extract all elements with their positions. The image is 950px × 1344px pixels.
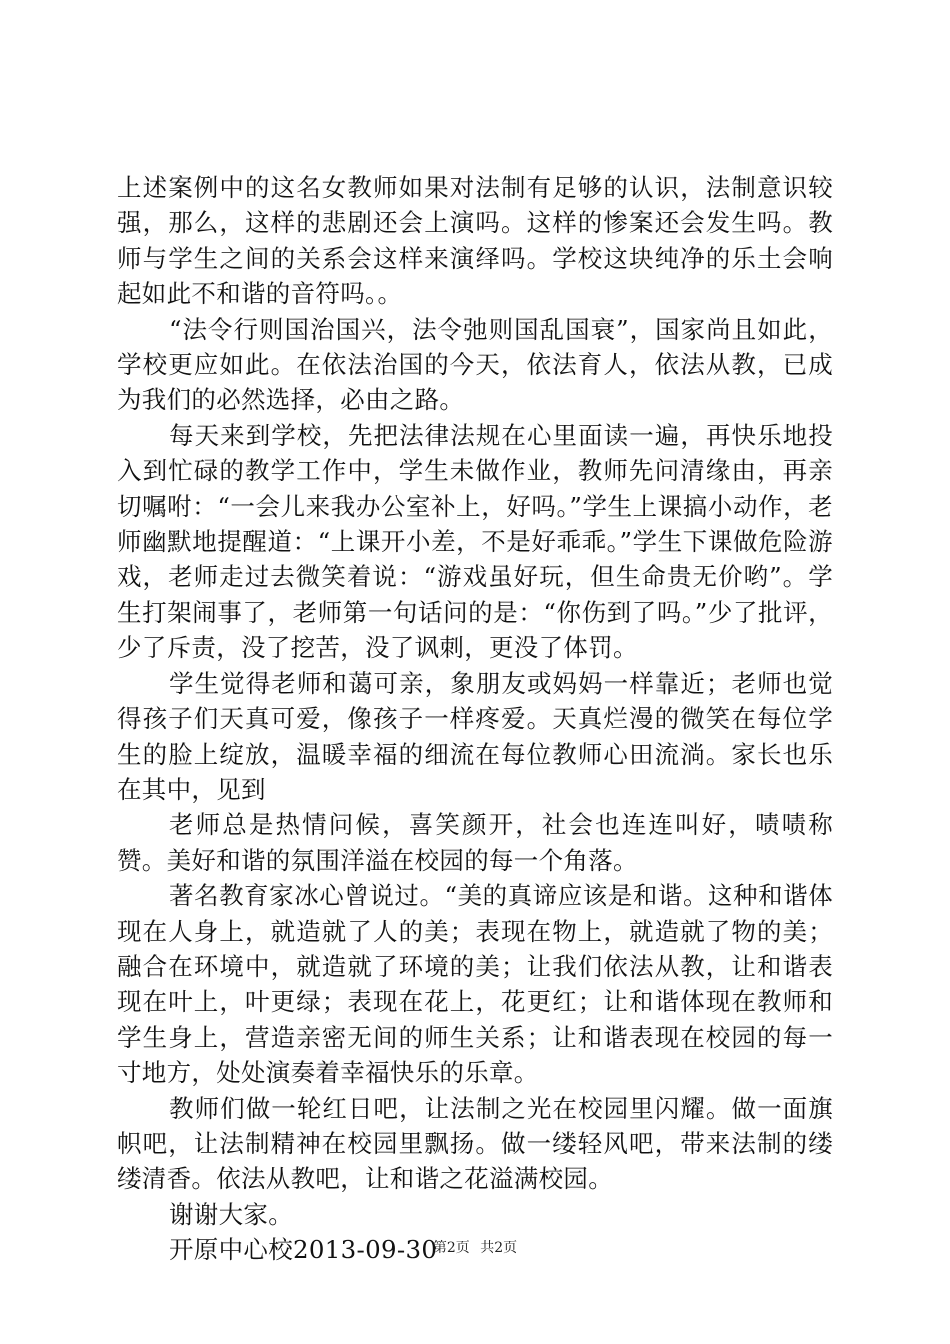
paragraph-2: “法令行则国治国兴，法令弛则国乱国衰”，国家尚且如此，学校更应如此。在依法治国的今天，依法育人，依法从教，已成为我们的必然选择，必由之路。 bbox=[117, 314, 833, 415]
paragraph-5: 老师总是热情问候，喜笑颜开，社会也连连叫好，啧啧称赞。美好和谐的氛围洋溢在校园的每一个角落。 bbox=[117, 810, 833, 875]
page-footer bbox=[0, 1238, 950, 1258]
paragraph-3: 每天来到学校，先把法律法规在心里面读一遍，再快乐地投入到忙碌的教学工作中，学生未做作业，教师先问清缘由，再亲切嘱咐：“一会儿来我办公室补上，好吗。”学生上课搞小动作，老师幽默地提醒道：“上课开小差，不是好乖乖。”学生下课做危险游戏，老师走过去微笑着说：“游戏虽好玩，但生命贵无价哟”。学生打架闹事了，老师第一句话问的是：“你伤到了吗。”少了批评，少了斥责，没了挖苦，没了讽刺，更没了体罚。 bbox=[117, 420, 833, 663]
closing-thanks: 谢谢大家。 bbox=[169, 1199, 293, 1229]
page-number-total: 共2页 bbox=[480, 1240, 518, 1256]
signature-line: 开原中心校2013-09-30 bbox=[169, 1235, 438, 1265]
document-body bbox=[117, 170, 833, 1268]
paragraph-1: 上述案例中的这名女教师如果对法制有足够的认识，法制意识较强，那么，这样的悲剧还会上演吗。这样的惨案还会发生吗。教师与学生之间的关系会这样来演绎吗。学校这块纯净的乐土会响起如此不和谐的音符吗。。 bbox=[117, 173, 833, 309]
paragraph-6: 著名教育家冰心曾说过。“美的真谛应该是和谐。这种和谐体现在人身上，就造就了人的美；表现在物上，就造就了物的美；融合在环境中，就造就了环境的美；让我们依法从教，让和谐表现在叶上，叶更绿；表现在花上，花更红；让和谐体现在教师和学生身上，营造亲密无间的师生关系；让和谐表现在校园的每一寸地方，处处演奏着幸福快乐的乐章。 bbox=[117, 881, 833, 1088]
page-number-current: 第2页 bbox=[432, 1240, 470, 1256]
paragraph-4: 学生觉得老师和蔼可亲，象朋友或妈妈一样靠近；老师也觉得孩子们天真可爱，像孩子一样疼爱。天真烂漫的微笑在每位学生的脸上绽放，温暖幸福的细流在每位教师心田流淌。家长也乐在其中，见到 bbox=[117, 668, 833, 804]
paragraph-7: 教师们做一轮红日吧，让法制之光在校园里闪耀。做一面旗帜吧，让法制精神在校园里飘扬。做一缕轻风吧，带来法制的缕缕清香。依法从教吧，让和谐之花溢满校园。 bbox=[117, 1093, 833, 1194]
